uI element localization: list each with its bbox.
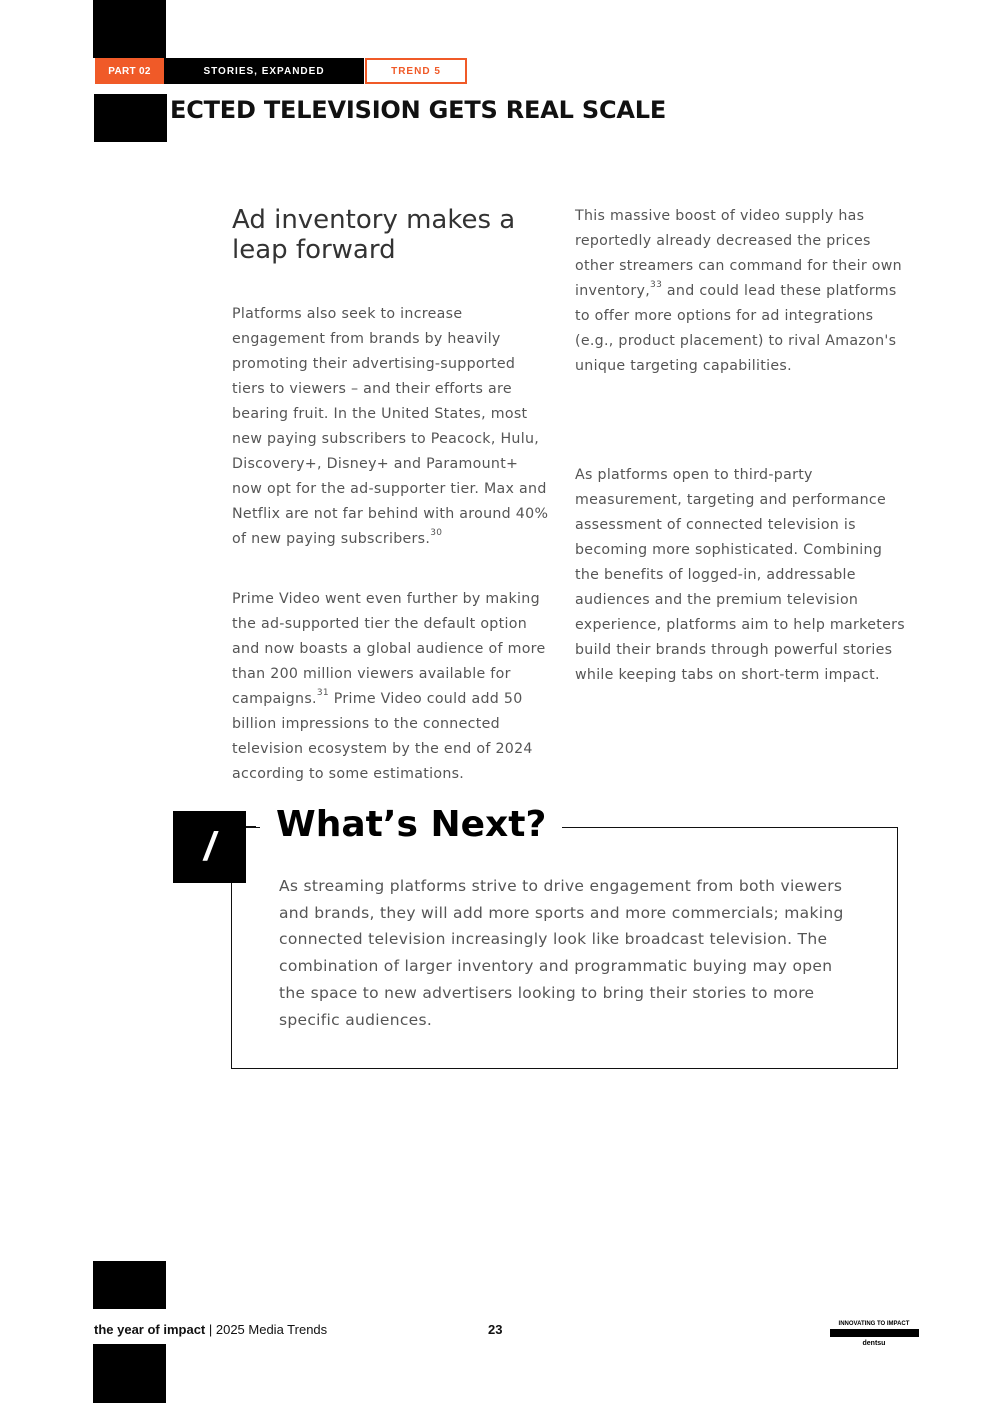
- footer-brand-rest: | 2025 Media Trends: [205, 1322, 328, 1337]
- dentsu-logo: [828, 1318, 920, 1350]
- decor-block-title: [94, 94, 167, 142]
- section-subheading: Ad inventory makes a leap forward: [232, 205, 516, 265]
- decor-block-top: [93, 0, 166, 58]
- whats-next-rule: [246, 826, 256, 827]
- paragraph-2: [232, 587, 552, 787]
- page-title: ECTED TELEVISION GETS REAL SCALE: [170, 96, 667, 124]
- slash-icon: /: [173, 811, 246, 883]
- paragraph-2-text-a: Prime Video went even further by making the ad-supported tier the default option and now boasts a global audience of more than 200 million viewers available for campaigns.: [232, 591, 546, 707]
- footnote-ref: 30: [430, 528, 443, 539]
- part-tag: PART 02: [95, 58, 164, 84]
- whats-next-text: As streaming platforms strive to drive engagement from both viewers and brands, they will add more sports and more commercials; making connected television increasingly look like broadcast television. The combination of larger inventory and programmatic buying may open the space to new advertisers looking to bring their stories to more specific audiences.: [279, 877, 844, 1029]
- paragraph-2-text-b: Prime Video could add 50 billion impressions to the connected television ecosystem by the end of 2024 according to some estimations.: [232, 691, 533, 782]
- footer-brand-bold: the year of impact: [94, 1322, 206, 1337]
- decor-block-footer-top: [93, 1261, 166, 1309]
- whats-next-title: What’s Next?: [260, 804, 562, 845]
- logo-top-text: INNOVATING TO IMPACT: [838, 1321, 910, 1327]
- footnote-ref: 31: [316, 688, 329, 699]
- paragraph-2-text-c: This massive boost of video supply has reportedly already decreased the prices other streamers can command for their own inventory,: [575, 208, 902, 299]
- paragraph-3: As platforms open to third-party measurement, targeting and performance assessment of connected television is becoming more sophisticated. Combining the benefits of logged-in, addressable audiences and the premium television experience, platforms aim to help marketers build their brands through powerful stories while keeping tabs on short-term impact.: [575, 467, 905, 683]
- page-number: 23: [488, 1322, 503, 1337]
- paragraph-2-continued: [575, 204, 905, 379]
- footnote-ref: 33: [650, 280, 663, 291]
- trend-tag: TREND 5: [365, 58, 467, 84]
- section-tag: STORIES, EXPANDED: [164, 58, 364, 84]
- footer-brand: [94, 1322, 327, 1337]
- logo-bottom-text: dentsu: [862, 1340, 886, 1347]
- decor-block-footer-bottom: [93, 1344, 166, 1403]
- paragraph-1-text: Platforms also seek to increase engagement from brands by heavily promoting their advertising-supported tiers to viewers – and their efforts are bearing fruit. In the United States, most new paying subscribers to Peacock, Hulu, Discovery+, Disney+ and Paramount+ now opt for the ad-supporter tier. Max and Netflix are not far behind with around 40% of new paying subscribers.: [232, 306, 549, 547]
- paragraph-2-text-d: and could lead these platforms to offer more options for ad integrations (e.g., product placement) to rival Amazon's unique targeting capabilities.: [575, 283, 897, 374]
- paragraph-1: [232, 302, 552, 552]
